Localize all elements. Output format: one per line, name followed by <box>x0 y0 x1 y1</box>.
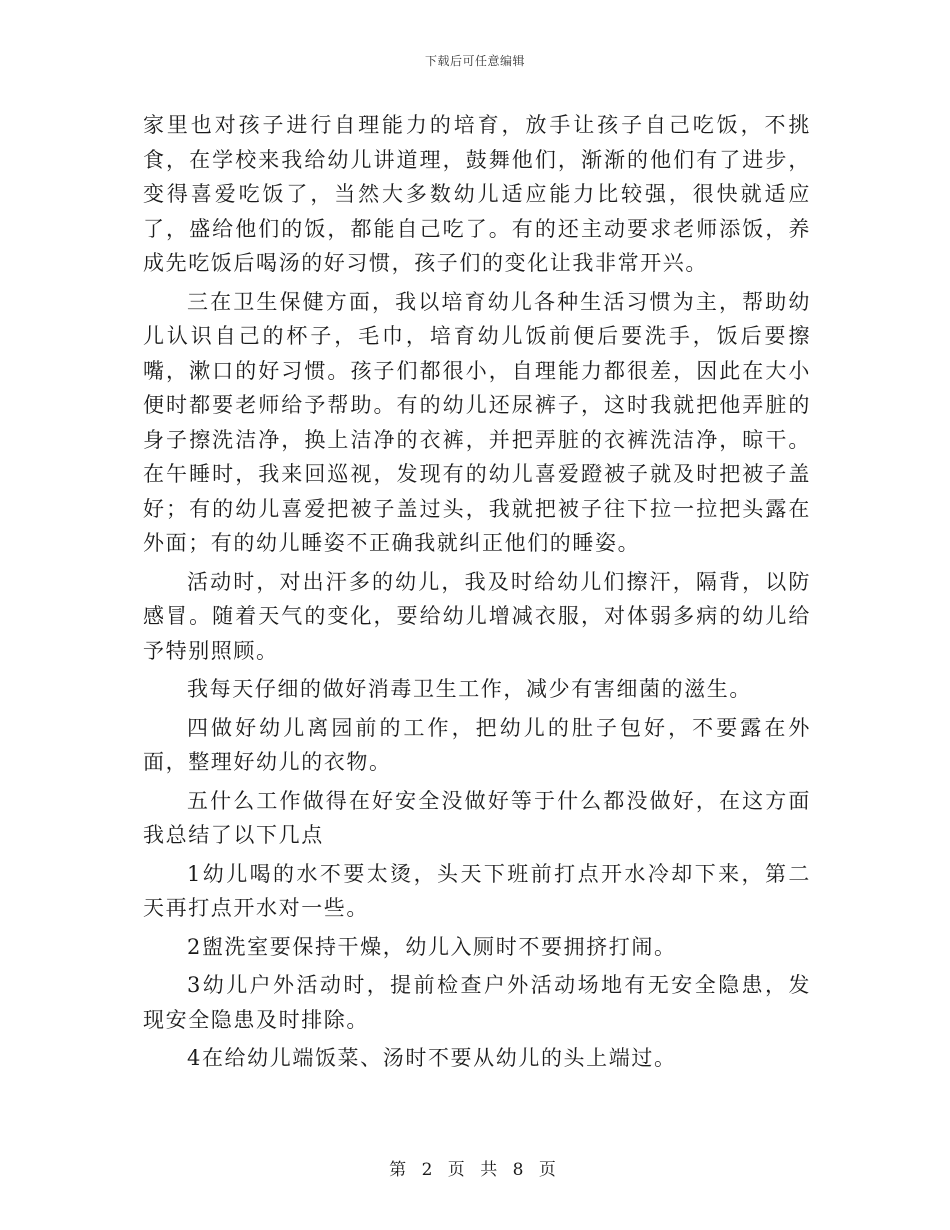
page-header: 下载后可任意编辑 <box>424 54 525 68</box>
paragraph-hygiene: 三在卫生保健方面，我以培育幼儿各种生活习惯为主，帮助幼儿认识自己的杯子，毛巾，培育幼儿饭前便后要洗手，饭后要擦嘴，漱口的好习惯。孩子们都很小，自理能力都很差，因此在大小便时都要老师给予帮助。有的幼儿还尿裤子，这时我就把他弄脏的身子擦洗洁净，换上洁净的衣裤，并把弄脏的衣裤洗洁净，晾干。在午睡时，我来回巡视，发现有的幼儿喜爱蹬被子就及时把被子盖好；有的幼儿喜爱把被子盖过头，我就把被子往下拉一拉把头露在外面；有的幼儿睡姿不正确我就纠正他们的睡姿。 <box>143 289 811 555</box>
page-number: 第 2 页 共 8 页 <box>389 1160 561 1180</box>
paragraph-departure: 四做好幼儿离园前的工作，把幼儿的肚子包好，不要露在外面，整理好幼儿的衣物。 <box>143 715 811 774</box>
paragraph-safety-intro: 五什么工作做得在好安全没做好等于什么都没做好，在这方面我总结了以下几点 <box>143 788 811 847</box>
paragraph-activity: 活动时，对出汗多的幼儿，我及时给幼儿们擦汗，隔背，以防感冒。随着天气的变化，要给幼儿增减衣服，对体弱多病的幼儿给予特别照顾。 <box>143 569 811 663</box>
list-item-safety-3: 3幼儿户外活动时，提前检查户外活动场地有无安全隐患，发现安全隐患及时排除。 <box>143 973 811 1032</box>
list-item-safety-4: 4在给幼儿端饭菜、汤时不要从幼儿的头上端过。 <box>187 1046 677 1070</box>
paragraph-disinfection: 我每天仔细的做好消毒卫生工作，减少有害细菌的滋生。 <box>187 677 752 701</box>
list-item-safety-1: 1幼儿喝的水不要太烫，头天下班前打点开水冷却下来，第二天再打点开水对一些。 <box>143 861 811 920</box>
document-body <box>143 108 811 1080</box>
list-item-safety-2: 2盥洗室要保持干燥，幼儿入厕时不要拥挤打闹。 <box>187 934 677 959</box>
paragraph-continuation: 家里也对孩子进行自理能力的培育，放手让孩子自己吃饭，不挑食，在学校来我给幼儿讲道理，鼓舞他们，渐渐的他们有了进步，变得喜爱吃饭了，当然大多数幼儿适应能力比较强，很快就适应了，盛给他们的饭，都能自己吃了。有的还主动要求老师添饭，养成先吃饭后喝汤的好习惯，孩子们的变化让我非常开兴。 <box>143 113 811 275</box>
